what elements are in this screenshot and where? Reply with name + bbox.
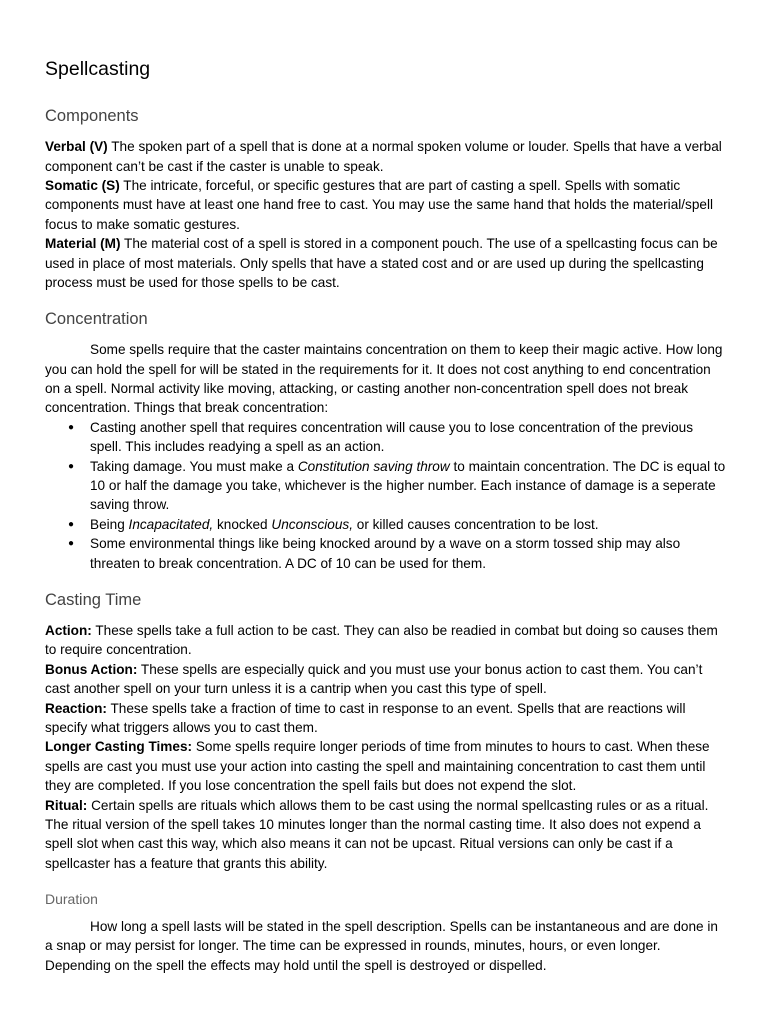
desc-action: These spells take a full action to be cast. They can also be readied in combat but doing so causes them to require concentration. xyxy=(45,622,718,658)
desc-verbal: The spoken part of a spell that is done at a normal spoken volume or louder. Spells that have a verbal component can’t be cast if the caster is unable to speak. xyxy=(45,139,722,174)
casting-ritual xyxy=(45,796,728,874)
desc-ritual: Certain spells are rituals which allows them to be cast using the normal spellcasting rules or as a ritual. The ritual version of the spell takes 10 minutes longer than the normal casting time. It also does not expend a spell slot when cast this way, which also means it can not be upcast. Ritual versions can only be cast if a spellcaster has a feature that grants this ability. xyxy=(45,797,709,871)
desc-reaction: These spells take a fraction of time to cast in response to an event. Spells that are reactions will specify what triggers allows you to cast them. xyxy=(45,700,686,735)
text-run: knocked xyxy=(213,516,272,532)
duration-heading: Duration xyxy=(45,891,98,908)
desc-bonus-action: These spells are especially quick and you must use your bonus action to cast them. You can’t cast another spell on your turn unless it is a cantrip when you cast this type of spell. xyxy=(45,661,703,697)
text-run: or killed causes concentration to be lost. xyxy=(353,516,599,532)
list-item xyxy=(90,515,728,534)
casting-time-section xyxy=(45,591,728,873)
term-verbal: Verbal (V) xyxy=(45,139,108,155)
list-item: ● Some environmental things like being knocked around by a wave on a storm tossed ship may also threaten to break concentration. A DC of 10 can be used for them. xyxy=(90,534,728,573)
casting-action xyxy=(45,621,728,660)
components-section xyxy=(45,107,728,292)
text-run: Taking damage. You must make a xyxy=(90,458,298,474)
desc-material: The material cost of a spell is stored in a component pouch. The use of a spellcasting focus can be used in place of most materials. Only spells that have a stated cost and or are used up during the spellcasting process must be used for those spells to be cast. xyxy=(45,236,718,291)
casting-reaction xyxy=(45,699,728,738)
component-verbal xyxy=(45,137,728,176)
term-bonus-action: Bonus Action: xyxy=(45,661,138,677)
list-item xyxy=(90,457,728,515)
term-action: Action: xyxy=(45,622,92,638)
term-ritual: Ritual: xyxy=(45,797,88,813)
term-somatic: Somatic (S) xyxy=(45,178,120,193)
italic-term: Incapacitated, xyxy=(128,516,214,532)
text-run: to maintain concentration. The DC is equal to 10 or half the damage you take, whichever is the higher number. Each instance of damage is a seperate saving throw. xyxy=(90,458,726,513)
concentration-heading: Concentration xyxy=(45,310,148,329)
concentration-list xyxy=(45,418,728,573)
term-reaction: Reaction: xyxy=(45,700,107,716)
concentration-intro: Some spells require that the caster maintains concentration on them to keep their magic active. How long you can hold the spell for will be stated in the requirements for it. It does not cost anything to end concentration on a spell. Normal activity like moving, attacking, or casting another non-concentration spell does not break concentration. Things that break concentration: xyxy=(45,342,723,416)
list-item: ● Casting another spell that requires concentration will cause you to lose concentration of the previous spell. This includes readying a spell as an action. xyxy=(90,418,728,457)
component-material xyxy=(45,234,728,292)
page-title: Spellcasting xyxy=(45,58,151,80)
casting-bonus-action xyxy=(45,660,728,699)
casting-time-heading: Casting Time xyxy=(45,591,142,610)
components-heading: Components xyxy=(45,107,139,126)
italic-term: Unconscious, xyxy=(271,516,353,532)
text-run: Being xyxy=(90,516,129,532)
concentration-section xyxy=(45,310,728,573)
component-somatic xyxy=(45,176,728,234)
duration-text: How long a spell lasts will be stated in the spell description. Spells can be instantaneous and are done in a snap or may persist for longer. The time can be expressed in rounds, minutes, hours, or even longer. Depending on the spell the effects may hold until the spell is destroyed or dispelled. xyxy=(45,918,718,973)
desc-longer: Some spells require longer periods of time from minutes to hours to cast. When these spells are cast you must use your action into casting the spell and maintaining concentration to cast them until they are completed. If you lose concentration the spell fails but does not expend the slot. xyxy=(45,739,710,794)
italic-term: Constitution saving throw xyxy=(297,458,450,474)
duration-section xyxy=(45,891,728,975)
term-longer: Longer Casting Times: xyxy=(45,739,193,755)
term-material: Material (M) xyxy=(45,236,121,252)
desc-somatic: The intricate, forceful, or specific gestures that are part of casting a spell. Spells with somatic components must have at least one hand free to cast. You may use the same hand that holds the material/spell focus to make somatic gestures. xyxy=(45,178,714,232)
casting-longer xyxy=(45,737,728,795)
